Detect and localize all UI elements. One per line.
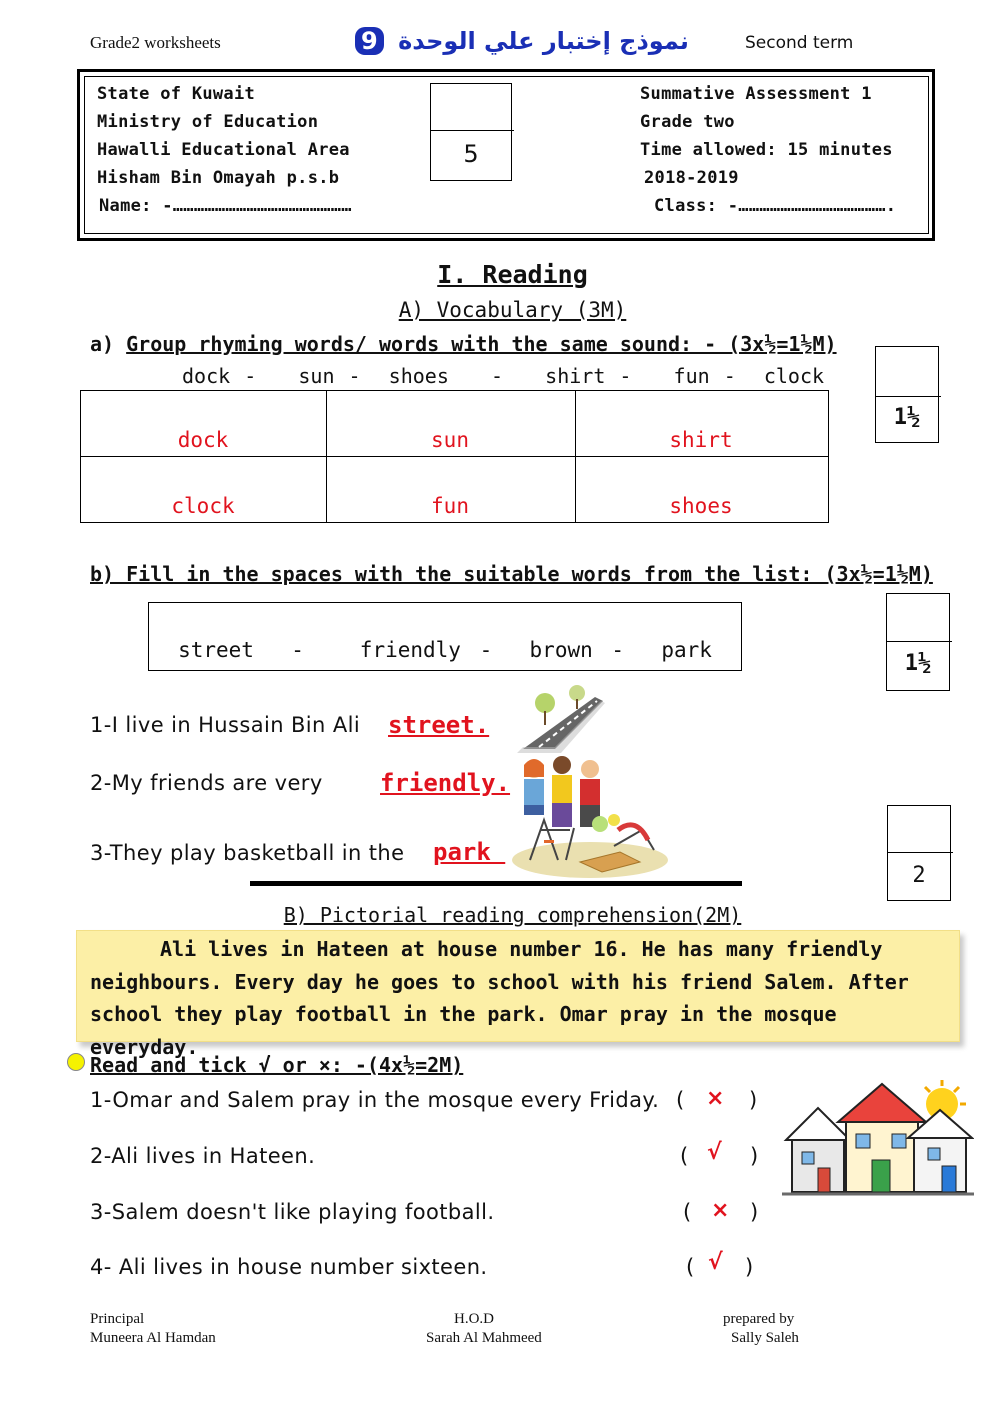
vocabulary-title: A) Vocabulary (3M) — [398, 298, 627, 322]
mark-box-divider — [886, 641, 952, 642]
year-label: 2018-2019 — [644, 168, 739, 188]
question-a-text: Group rhyming words/ words with the same sound: - (3x½=1½M) — [126, 332, 837, 356]
area-label: Hawalli Educational Area — [97, 140, 350, 160]
bullet-icon — [67, 1053, 85, 1071]
answer-bracket-close: ) — [750, 1200, 759, 1224]
answer-bracket-close: ) — [749, 1088, 758, 1112]
tf-item-1: 1-Omar and Salem pray in the mosque every Friday. — [90, 1088, 660, 1112]
prepared-by-name: Sally Saleh — [731, 1330, 799, 1346]
fill-answer-2: friendly. — [380, 769, 511, 797]
tf-item-2: 2-Ali lives in Hateen. — [90, 1144, 316, 1168]
rhyme-word-list: dock - sun - shoes - shirt - fun - clock — [182, 364, 825, 388]
table-cell: clock — [171, 494, 235, 518]
pictorial-title: B) Pictorial reading comprehension(2M) — [283, 903, 742, 927]
principal-title: Principal — [90, 1311, 145, 1327]
time-label: Time allowed: 15 minutes — [640, 140, 893, 160]
prepared-by-title: prepared by — [723, 1311, 795, 1327]
answer-bracket-close: ) — [750, 1144, 759, 1168]
fill-answer-1: street. — [388, 711, 490, 739]
ministry-label: Ministry of Education — [97, 112, 319, 132]
name-field[interactable]: Name: -…………………………………………… — [99, 196, 352, 216]
mark-a: 1½ — [893, 405, 921, 430]
table-divider — [80, 456, 829, 457]
fill-sentence-1: 1-I live in Hussain Bin Ali — [90, 713, 361, 737]
section-divider — [250, 881, 742, 886]
answer-bracket-close: ) — [745, 1255, 754, 1279]
mark-b: 1½ — [904, 651, 932, 676]
word-bank: street - friendly - brown - park — [178, 638, 712, 662]
tick-question: Read and tick √ or ×: -(4x½=2M) — [90, 1053, 464, 1077]
passage-text: Ali lives in Hateen at house number 16. He has many friendly neighbours. Every day he goes to school with his friend Salem. After school they play football in the park. Omar pray in the mosque everyday. — [90, 937, 909, 1059]
class-field[interactable]: Class: -……………………………………. — [654, 196, 897, 216]
fill-sentence-3: 3-They play basketball in the — [90, 841, 405, 865]
mark-c: 2 — [912, 863, 926, 888]
question-a — [90, 332, 837, 356]
answer-bracket-open: ( — [676, 1088, 685, 1112]
fill-answer-3: park — [433, 838, 506, 866]
grade-label: Grade two — [640, 112, 735, 132]
principal-name: Muneera Al Hamdan — [90, 1330, 216, 1346]
table-cell: dock — [177, 428, 229, 452]
arabic-title-text: نموذج إختبار علي الوحدة — [398, 27, 689, 55]
mark-box-b — [886, 593, 950, 691]
answer-mark-3: × — [711, 1198, 730, 1223]
mark-box-divider — [875, 396, 941, 397]
hod-title: H.O.D — [454, 1311, 494, 1327]
answer-mark-1: × — [706, 1086, 725, 1111]
score-divider — [430, 130, 514, 131]
header-left: Grade2 worksheets — [90, 33, 221, 52]
street-illustration — [515, 683, 607, 753]
arabic-title — [355, 27, 689, 55]
table-cell: fun — [431, 494, 469, 518]
assessment-label: Summative Assessment 1 — [640, 84, 872, 104]
answer-mark-2: √ — [707, 1140, 722, 1165]
table-cell: shirt — [669, 428, 733, 452]
table-cell: sun — [431, 428, 469, 452]
answer-mark-4: √ — [708, 1250, 723, 1275]
question-b: b) Fill in the spaces with the suitable words from the list: (3x½=1½M) — [90, 562, 933, 586]
table-cell: shoes — [669, 494, 733, 518]
question-a-prefix: a) — [90, 332, 115, 356]
answer-bracket-open: ( — [686, 1255, 695, 1279]
total-score: 5 — [463, 140, 479, 168]
header-right: Second term — [745, 33, 854, 53]
fill-sentence-2: 2-My friends are very — [90, 771, 323, 795]
section-title-reading: I. Reading — [437, 260, 588, 289]
tf-item-4: 4- Ali lives in house number sixteen. — [90, 1255, 488, 1279]
houses-illustration — [782, 1078, 974, 1202]
reading-passage — [90, 933, 952, 1063]
tf-item-3: 3-Salem doesn't like playing football. — [90, 1200, 495, 1224]
state-label: State of Kuwait — [97, 84, 256, 104]
answer-bracket-open: ( — [683, 1200, 692, 1224]
unit-number-badge: 9 — [355, 27, 384, 55]
mark-box-divider — [887, 852, 953, 853]
park-illustration — [510, 810, 670, 880]
hod-name: Sarah Al Mahmeed — [426, 1330, 542, 1346]
answer-bracket-open: ( — [680, 1144, 689, 1168]
school-label: Hisham Bin Omayah p.s.b — [97, 168, 340, 188]
